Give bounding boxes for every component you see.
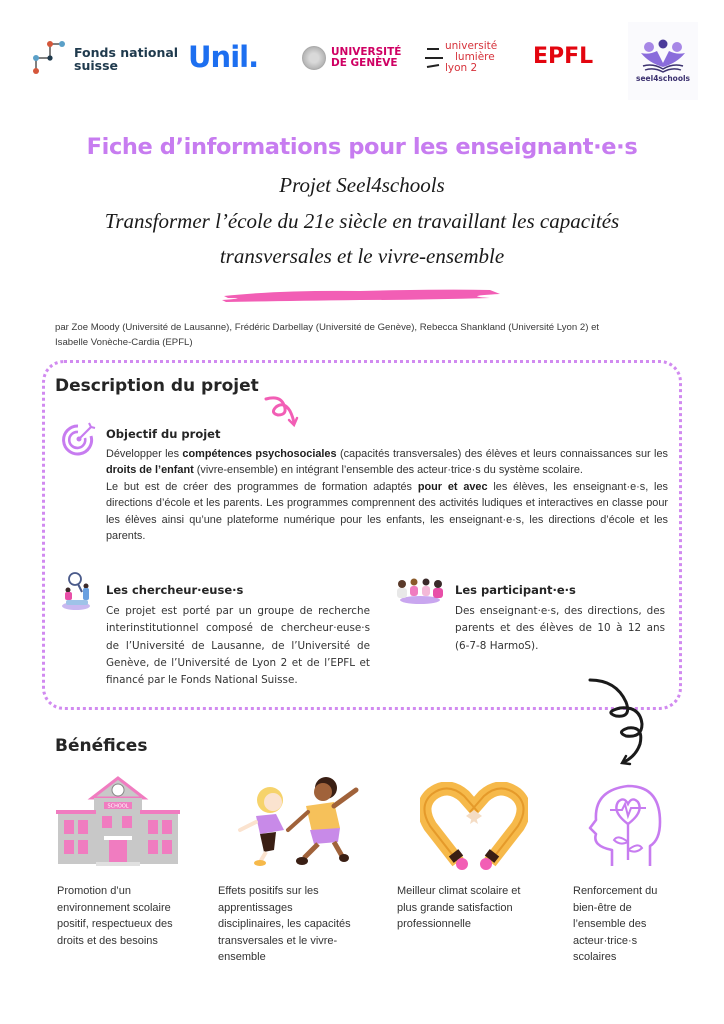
unil-logo: Unil.: [188, 40, 259, 74]
school-building-icon: [56, 776, 180, 868]
unige-logo-line2: DE GENÈVE: [331, 57, 398, 69]
head-heart-icon: [588, 784, 664, 868]
participants-text: Des enseignant·e·s, des directions, des parents et des élèves de 10 à 12 ans (6-7-8 HarmoS).: [455, 605, 665, 652]
lyon2-logo-line2: lumière: [455, 50, 495, 63]
benefit-item-3-text: Meilleur climat scolaire et plus grande satisfaction professionnelle: [397, 885, 521, 930]
pink-curly-arrow-icon: [262, 393, 302, 429]
benefit-item-2-text: Effets positifs sur les apprentissages disciplinaires, les capacités transversales et le vivre-ensemble: [218, 885, 351, 963]
project-subtitle-line1: Transformer l’école du 21e siècle en travaillant les capacités: [104, 209, 620, 233]
unige-seal-icon: [302, 46, 326, 70]
lyon2-lines-icon: [425, 40, 445, 74]
lyon2-logo-line1: université: [445, 39, 498, 52]
project-name: Projet Seel4schools: [279, 173, 445, 197]
description-heading: Description du projet: [55, 376, 259, 396]
snf-network-icon: [32, 40, 68, 78]
objective-heading: Objectif du projet: [106, 427, 221, 441]
unige-logo-line1: UNIVERSITÉ: [331, 45, 402, 58]
project-subtitle-line2: transversales et le vivre-ensemble: [219, 244, 505, 268]
seel4schools-logo-text: seel4schools: [635, 74, 691, 83]
lyon2-logo-line3: lyon 2: [445, 61, 478, 74]
seel4schools-logo: [628, 22, 698, 100]
snf-logo-line2: suisse: [74, 58, 118, 73]
black-curly-arrow-icon: [582, 674, 662, 770]
snf-logo: [32, 40, 178, 78]
pencil-heart-icon: [420, 782, 528, 870]
school-sign: SCHOOL: [107, 803, 129, 810]
researchers-heading: Les chercheur·euse·s: [106, 583, 244, 597]
lyon2-logo: [425, 40, 497, 74]
participants-heading: Les participant·e·s: [455, 583, 576, 597]
benefits-heading: Bénéfices: [55, 736, 148, 756]
epfl-logo: EPFL: [533, 44, 594, 69]
authors-line1: par Zoe Moody (Université de Lausanne), Frédéric Darbellay (Université de Genève), Rebecca Shankland (Université Lyon 2) et: [55, 322, 600, 333]
researchers-magnifier-icon: [58, 570, 96, 612]
authors-line2: Isabelle Vonèche-Cardia (EPFL): [55, 337, 193, 348]
benefit-item-1-text: Promotion d’un environnement scolaire positif, respectueux des droits et des besoins: [57, 885, 173, 947]
objective-text: [106, 446, 668, 544]
unige-logo: [302, 46, 401, 70]
benefit-item-4-text: Renforcement du bien-être de l’ensemble des acteur·trice·s scolaires: [573, 885, 658, 963]
researchers-text: Ce projet est porté par un groupe de recherche interinstitutionnel composé de chercheur·euse·s de l’Université de Lausanne, de l’Université de Genève, de l’Université de Lyon 2 et de l’EPFL et financé par le Fonds National Suisse.: [106, 605, 370, 687]
page-title: Fiche d’informations pour les enseignant·e·s: [86, 134, 638, 160]
children-running-icon: [230, 772, 360, 868]
snf-logo-line1: Fonds national: [74, 45, 179, 60]
target-icon: [60, 420, 98, 456]
objective-paragraph-2: Le but est de créer des programmes de formation adaptés pour et avec les élèves, les enseignant·e·s, les directions d’école et les parents. Les programmes comprennent des activités ludiques et interactives en classe pour les élèves ainsi qu’une plateforme numérique pour les enfants, les enseignant·e·s, les directions d’école et les parents.: [106, 480, 668, 543]
seel4schools-people-book-icon: [639, 39, 687, 73]
pink-brush-stroke-divider: [220, 284, 505, 306]
objective-paragraph-1: Développer les compétences psychosociales (capacités transversales) des élèves et leurs connaissances sur les droits de l’enfant (vivre-ensemble) en intégrant l’ensemble des acteur·trice·s du système scolaire.: [106, 448, 668, 477]
participants-group-icon: [394, 574, 446, 606]
authors: [55, 320, 675, 350]
